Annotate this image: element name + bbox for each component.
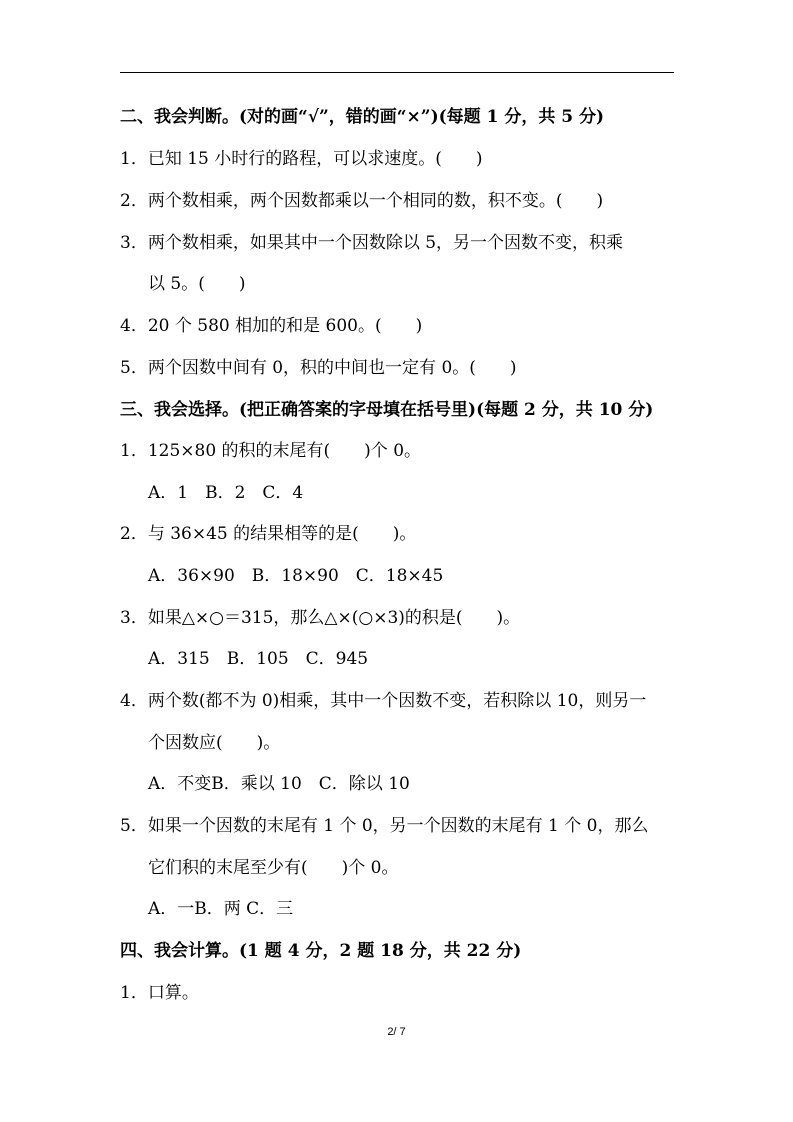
question-line: 5．两个因数中间有 0，积的中间也一定有 0。( ) bbox=[120, 358, 517, 378]
section-4-heading: 四、我会计算。(1 题 4 分，2 题 18 分，共 22 分) bbox=[120, 941, 522, 961]
question-line: 1．口算。 bbox=[120, 983, 199, 1003]
header-rule bbox=[120, 72, 674, 73]
answer-options: A．一B．两 C．三 bbox=[148, 899, 294, 919]
question-line: 以 5。( ) bbox=[148, 274, 246, 294]
answer-options: A．1 B．2 C．4 bbox=[148, 483, 304, 503]
question-line: 个因数应( )。 bbox=[148, 733, 281, 753]
question-line: 2．两个数相乘，两个因数都乘以一个相同的数，积不变。( ) bbox=[120, 191, 604, 211]
question-line: 1．已知 15 小时行的路程，可以求速度。( ) bbox=[120, 149, 483, 169]
answer-options: A．不变B．乘以 10 C．除以 10 bbox=[148, 774, 410, 794]
answer-options: A．36×90 B．18×90 C．18×45 bbox=[148, 566, 444, 586]
question-line: 4．20 个 580 相加的和是 600。( ) bbox=[120, 316, 423, 336]
question-line: 3．如果△×○＝315，那么△×(○×3)的积是( )。 bbox=[120, 608, 521, 628]
question-line: 5．如果一个因数的末尾有 1 个 0，另一个因数的末尾有 1 个 0，那么 bbox=[120, 816, 649, 836]
question-line: 1．125×80 的积的末尾有( )个 0。 bbox=[120, 441, 422, 461]
question-line: 3．两个数相乘，如果其中一个因数除以 5，另一个因数不变，积乘 bbox=[120, 233, 624, 253]
section-3-heading: 三、我会选择。(把正确答案的字母填在括号里)(每题 2 分，共 10 分) bbox=[120, 400, 654, 420]
section-2-heading: 二、我会判断。(对的画“√”，错的画“×”)(每题 1 分，共 5 分) bbox=[120, 107, 605, 127]
answer-options: A．315 B．105 C．945 bbox=[148, 649, 369, 669]
question-line: 4．两个数(都不为 0)相乘，其中一个因数不变，若积除以 10，则另一 bbox=[120, 691, 647, 711]
page-number: 2/ 7 bbox=[387, 1026, 406, 1038]
question-line: 它们积的末尾至少有( )个 0。 bbox=[148, 858, 399, 878]
question-line: 2．与 36×45 的结果相等的是( )。 bbox=[120, 524, 417, 544]
